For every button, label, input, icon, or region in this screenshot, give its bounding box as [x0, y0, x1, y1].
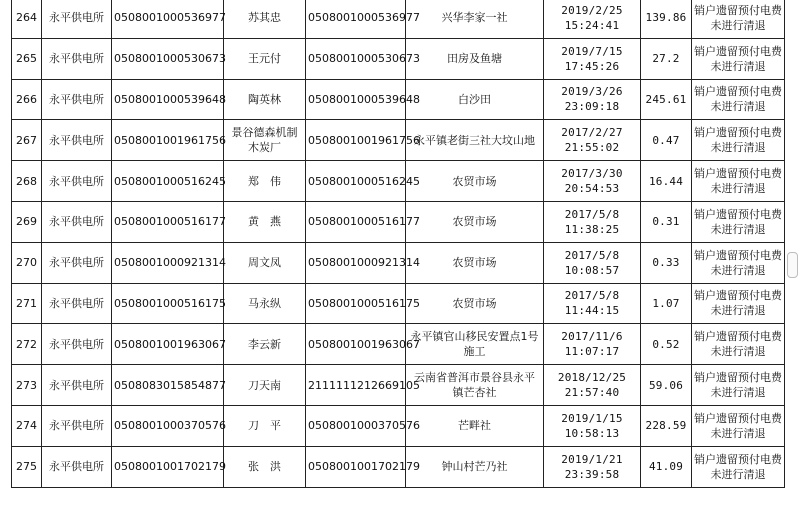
address-cell: 农贸市场	[406, 283, 544, 324]
address-cell: 钟山村芒乃社	[406, 446, 544, 487]
name-cell: 苏其忠	[224, 0, 306, 38]
account-cell: 0508001000516245	[112, 161, 224, 202]
name-cell: 张 洪	[224, 446, 306, 487]
address-cell: 农贸市场	[406, 201, 544, 242]
name-cell: 景谷德森机制 木炭厂	[224, 120, 306, 161]
name-cell: 刀天南	[224, 365, 306, 406]
meter-cell: 0508001000516177	[306, 201, 406, 242]
amount-cell: 59.06	[641, 365, 692, 406]
meter-cell: 2111111212669105	[306, 365, 406, 406]
row-number: 267	[12, 120, 42, 161]
status-cell: 销户遗留预付电费 未进行清退	[692, 365, 785, 406]
time-cell: 2019/1/15 10:58:13	[544, 405, 641, 446]
row-number: 275	[12, 446, 42, 487]
unit-cell: 永平供电所	[42, 0, 112, 38]
table-row	[12, 242, 785, 283]
amount-cell: 41.09	[641, 446, 692, 487]
unit-cell: 永平供电所	[42, 201, 112, 242]
table-row	[12, 161, 785, 202]
table-body	[12, 0, 785, 487]
status-cell: 销户遗留预付电费 未进行清退	[692, 324, 785, 365]
table-row	[12, 405, 785, 446]
amount-cell: 228.59	[641, 405, 692, 446]
row-number: 273	[12, 365, 42, 406]
row-number: 266	[12, 79, 42, 120]
amount-cell: 245.61	[641, 79, 692, 120]
name-cell: 刀 平	[224, 405, 306, 446]
amount-cell: 0.31	[641, 201, 692, 242]
name-cell: 王元付	[224, 38, 306, 79]
table-row	[12, 365, 785, 406]
unit-cell: 永平供电所	[42, 120, 112, 161]
unit-cell: 永平供电所	[42, 324, 112, 365]
address-cell: 兴华李家一社	[406, 0, 544, 38]
row-number: 271	[12, 283, 42, 324]
unit-cell: 永平供电所	[42, 446, 112, 487]
row-number: 272	[12, 324, 42, 365]
account-cell: 0508001000516177	[112, 201, 224, 242]
unit-cell: 永平供电所	[42, 405, 112, 446]
status-cell: 销户遗留预付电费 未进行清退	[692, 120, 785, 161]
scrollbar[interactable]	[786, 0, 800, 527]
table-row	[12, 0, 785, 38]
account-cell: 0508001001961756	[112, 120, 224, 161]
account-cell: 0508001000536977	[112, 0, 224, 38]
unit-cell: 永平供电所	[42, 365, 112, 406]
table-row	[12, 324, 785, 365]
status-cell: 销户遗留预付电费 未进行清退	[692, 79, 785, 120]
status-cell: 销户遗留预付电费 未进行清退	[692, 405, 785, 446]
time-cell: 2019/2/25 15:24:41	[544, 0, 641, 38]
name-cell: 郑 伟	[224, 161, 306, 202]
meter-cell: 0508001000921314	[306, 242, 406, 283]
name-cell: 马永纵	[224, 283, 306, 324]
meter-cell: 0508001000536977	[306, 0, 406, 38]
unit-cell: 永平供电所	[42, 242, 112, 283]
table-row	[12, 446, 785, 487]
table-row	[12, 201, 785, 242]
meter-cell: 0508001001961756	[306, 120, 406, 161]
time-cell: 2017/3/30 20:54:53	[544, 161, 641, 202]
unit-cell: 永平供电所	[42, 38, 112, 79]
name-cell: 周文凤	[224, 242, 306, 283]
meter-cell: 0508001000516175	[306, 283, 406, 324]
unit-cell: 永平供电所	[42, 161, 112, 202]
amount-cell: 1.07	[641, 283, 692, 324]
meter-cell: 0508001000516245	[306, 161, 406, 202]
meter-cell: 0508001001702179	[306, 446, 406, 487]
time-cell: 2017/5/8 11:44:15	[544, 283, 641, 324]
address-cell: 永平镇官山移民安置点1号 施工	[406, 324, 544, 365]
account-cell: 0508001000539648	[112, 79, 224, 120]
row-number: 270	[12, 242, 42, 283]
refund-table	[11, 0, 785, 488]
row-number: 269	[12, 201, 42, 242]
name-cell: 陶英林	[224, 79, 306, 120]
address-cell: 田房及鱼塘	[406, 38, 544, 79]
amount-cell: 139.86	[641, 0, 692, 38]
account-cell: 0508001000370576	[112, 405, 224, 446]
scroll-handle[interactable]	[787, 252, 798, 278]
status-cell: 销户遗留预付电费 未进行清退	[692, 0, 785, 38]
status-cell: 销户遗留预付电费 未进行清退	[692, 201, 785, 242]
status-cell: 销户遗留预付电费 未进行清退	[692, 446, 785, 487]
account-cell: 0508001001963067	[112, 324, 224, 365]
unit-cell: 永平供电所	[42, 283, 112, 324]
unit-cell: 永平供电所	[42, 79, 112, 120]
account-cell: 0508001000516175	[112, 283, 224, 324]
table-row	[12, 79, 785, 120]
address-cell: 云南省普洱市景谷县永平 镇芒杏社	[406, 365, 544, 406]
time-cell: 2019/1/21 23:39:58	[544, 446, 641, 487]
status-cell: 销户遗留预付电费 未进行清退	[692, 161, 785, 202]
time-cell: 2017/11/6 11:07:17	[544, 324, 641, 365]
account-cell: 0508001000921314	[112, 242, 224, 283]
amount-cell: 0.33	[641, 242, 692, 283]
address-cell: 芒畔社	[406, 405, 544, 446]
table-row	[12, 38, 785, 79]
name-cell: 李云新	[224, 324, 306, 365]
status-cell: 销户遗留预付电费 未进行清退	[692, 283, 785, 324]
account-cell: 0508001001702179	[112, 446, 224, 487]
address-cell: 白沙田	[406, 79, 544, 120]
account-cell: 0508083015854877	[112, 365, 224, 406]
address-cell: 农贸市场	[406, 161, 544, 202]
table-row	[12, 283, 785, 324]
address-cell: 农贸市场	[406, 242, 544, 283]
time-cell: 2017/2/27 21:55:02	[544, 120, 641, 161]
amount-cell: 27.2	[641, 38, 692, 79]
address-cell: 永平镇老街三社大坟山地	[406, 120, 544, 161]
meter-cell: 0508001000539648	[306, 79, 406, 120]
time-cell: 2019/7/15 17:45:26	[544, 38, 641, 79]
meter-cell: 0508001001963067	[306, 324, 406, 365]
amount-cell: 0.52	[641, 324, 692, 365]
status-cell: 销户遗留预付电费 未进行清退	[692, 242, 785, 283]
row-number: 274	[12, 405, 42, 446]
meter-cell: 0508001000530673	[306, 38, 406, 79]
name-cell: 黄 燕	[224, 201, 306, 242]
time-cell: 2017/5/8 10:08:57	[544, 242, 641, 283]
time-cell: 2019/3/26 23:09:18	[544, 79, 641, 120]
meter-cell: 0508001000370576	[306, 405, 406, 446]
time-cell: 2018/12/25 21:57:40	[544, 365, 641, 406]
table-row	[12, 120, 785, 161]
account-cell: 0508001000530673	[112, 38, 224, 79]
amount-cell: 0.47	[641, 120, 692, 161]
row-number: 268	[12, 161, 42, 202]
row-number: 265	[12, 38, 42, 79]
row-number: 264	[12, 0, 42, 38]
status-cell: 销户遗留预付电费 未进行清退	[692, 38, 785, 79]
amount-cell: 16.44	[641, 161, 692, 202]
time-cell: 2017/5/8 11:38:25	[544, 201, 641, 242]
